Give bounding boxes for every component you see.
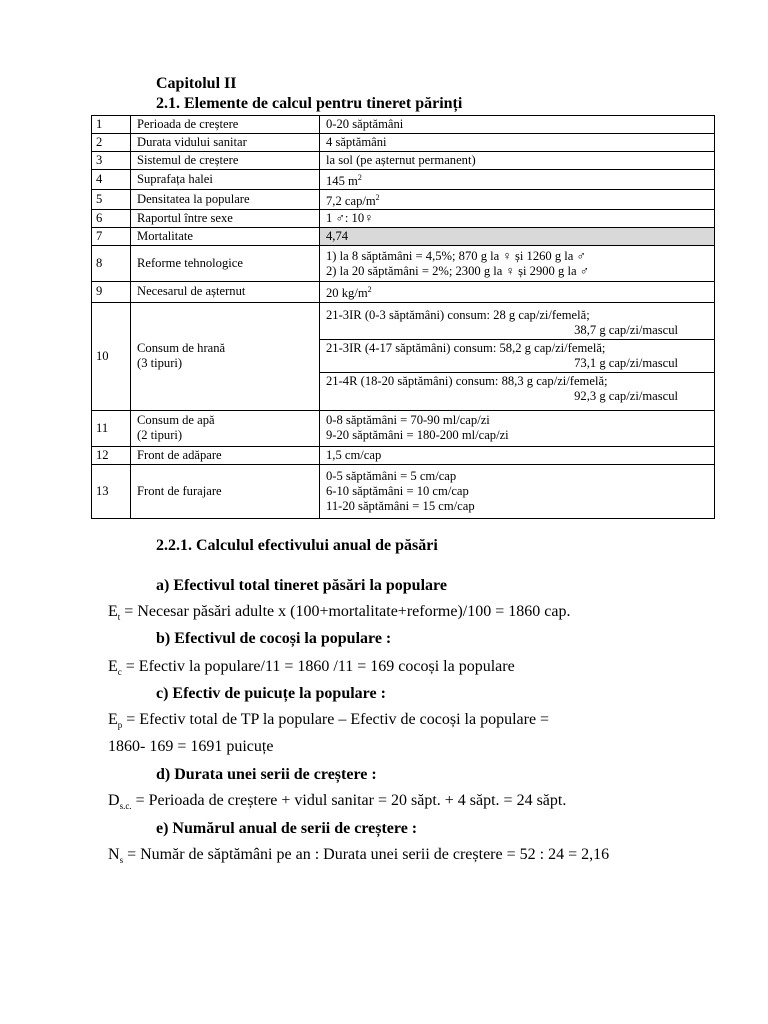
row-label: Front de furajare xyxy=(131,464,320,518)
value-text: 7,2 cap/m xyxy=(326,194,376,209)
row-value xyxy=(320,282,715,302)
row-number: 2 xyxy=(92,134,131,152)
formula-text: = Efectiv la populare/11 = 1860 /11 = 169 cocoși la populare xyxy=(121,658,515,675)
parameters-table xyxy=(91,115,715,519)
row-value xyxy=(320,464,715,518)
value-line: 9-20 săptămâni = 180-200 ml/cap/zi xyxy=(326,428,509,443)
row-label: Mortalitate xyxy=(131,228,320,246)
formula-text: = Perioada de creștere + vidul sanitar = 20 săpt. + 4 săpt. = 24 săpt. xyxy=(131,792,567,809)
value-line: 73,1 g cap/zi/mascul xyxy=(574,356,678,371)
row-number: 4 xyxy=(92,170,131,190)
value-line: 38,7 g cap/zi/mascul xyxy=(574,323,678,338)
value-line: 21-3IR (0-3 săptămâni) consum: 28 g cap/zi/femelă; xyxy=(326,308,590,323)
symbol: E xyxy=(108,603,118,620)
calc-e-formula xyxy=(108,846,609,865)
value-line: 92,3 g cap/zi/mascul xyxy=(574,389,678,404)
table-row xyxy=(92,446,715,464)
table-row xyxy=(92,464,715,518)
row-label: Necesarul de așternut xyxy=(131,282,320,302)
value-line: 0-5 săptămâni = 5 cm/cap xyxy=(326,468,457,483)
row-value: 0-20 săptămâni xyxy=(320,116,715,134)
value-line: 11-20 săptămâni = 15 cm/cap xyxy=(326,498,475,513)
formula-text: = Efectiv total de TP la populare – Efectiv de cocoși la populare = xyxy=(122,711,550,728)
row-value: 4 săptămâni xyxy=(320,134,715,152)
row-value: 1 ♂: 10♀ xyxy=(320,210,715,228)
calc-a-title: a) Efectivul total tineret păsări la populare xyxy=(156,577,447,594)
calc-section-title: 2.2.1. Calculul efectivului anual de păsări xyxy=(156,537,438,554)
table-row xyxy=(92,282,715,302)
table-row xyxy=(92,152,715,170)
row-value xyxy=(320,170,715,190)
row-value xyxy=(320,410,715,446)
table-row xyxy=(92,190,715,210)
row-value xyxy=(320,190,715,210)
symbol: N xyxy=(108,846,120,863)
table-row xyxy=(92,228,715,246)
row-label: Perioada de creștere xyxy=(131,116,320,134)
value-superscript: 2 xyxy=(375,193,380,203)
row-number: 12 xyxy=(92,446,131,464)
symbol-subscript: c xyxy=(117,667,122,678)
label-line: Consum de hrană xyxy=(137,341,226,356)
row-number: 11 xyxy=(92,410,131,446)
symbol-subscript: t xyxy=(117,612,121,623)
section-title: 2.1. Elemente de calcul pentru tineret părinți xyxy=(156,95,463,112)
calc-d-title: d) Durata unei serii de creștere : xyxy=(156,766,377,783)
table-row xyxy=(92,116,715,134)
table-row xyxy=(92,170,715,190)
row-label xyxy=(131,410,320,446)
table-row xyxy=(92,134,715,152)
row-label xyxy=(131,302,320,410)
chapter-heading xyxy=(156,74,462,114)
formula-text: = Necesar păsări adulte x (100+mortalitate+reforme)/100 = 1860 cap. xyxy=(120,603,571,620)
calc-e-title: e) Numărul anual de serii de creștere : xyxy=(156,820,418,837)
row-number: 8 xyxy=(92,246,131,282)
symbol-subscript: s xyxy=(119,855,124,866)
label-line: Consum de apă xyxy=(137,413,215,428)
calc-a-formula xyxy=(108,603,570,622)
value-superscript: 2 xyxy=(367,285,372,295)
value-line: 21-4R (18-20 săptămâni) consum: 88,3 g cap/zi/femelă; xyxy=(326,374,608,389)
row-number: 1 xyxy=(92,116,131,134)
calc-c-result: 1860- 169 = 1691 puicuțe xyxy=(108,738,274,755)
row-label: Reforme tehnologice xyxy=(131,246,320,282)
value-line: 0-8 săptămâni = 70-90 ml/cap/zi xyxy=(326,413,490,428)
row-value: la sol (pe așternut permanent) xyxy=(320,152,715,170)
feed-type-block xyxy=(320,307,714,340)
symbol-subscript: s.c. xyxy=(119,801,132,812)
symbol: E xyxy=(108,711,118,728)
value-line: 6-10 săptămâni = 10 cm/cap xyxy=(326,483,469,498)
row-label: Densitatea la populare xyxy=(131,190,320,210)
label-line: (2 tipuri) xyxy=(137,428,183,443)
feed-type-block xyxy=(320,373,714,405)
label-line: (3 tipuri) xyxy=(137,356,183,371)
row-number: 5 xyxy=(92,190,131,210)
row-value: 4,74 xyxy=(320,228,715,246)
row-value: 1,5 cm/cap xyxy=(320,446,715,464)
row-number: 6 xyxy=(92,210,131,228)
value-line: 2) la 20 săptămâni = 2%; 2300 g la ♀ și 2900 g la ♂ xyxy=(326,263,590,278)
row-value xyxy=(320,246,715,282)
value-text: 20 kg/m xyxy=(326,286,368,301)
row-label: Suprafața halei xyxy=(131,170,320,190)
calc-b-formula xyxy=(108,658,515,677)
row-label: Durata vidului sanitar xyxy=(131,134,320,152)
row-number: 7 xyxy=(92,228,131,246)
table-row xyxy=(92,210,715,228)
feed-type-block xyxy=(320,340,714,373)
table-row xyxy=(92,246,715,282)
symbol: E xyxy=(108,658,118,675)
value-text: 145 m xyxy=(326,174,358,189)
row-label: Front de adăpare xyxy=(131,446,320,464)
value-line: 1) la 8 săptămâni = 4,5%; 870 g la ♀ și 1260 g la ♂ xyxy=(326,248,586,263)
row-label: Sistemul de creștere xyxy=(131,152,320,170)
value-line: 21-3IR (4-17 săptămâni) consum: 58,2 g cap/zi/femelă; xyxy=(326,341,606,356)
symbol: D xyxy=(108,792,120,809)
row-label: Raportul între sexe xyxy=(131,210,320,228)
calc-c-title: c) Efectiv de puicuțe la populare : xyxy=(156,685,386,702)
formula-text: = Număr de săptămâni pe an : Durata unei serii de creștere = 52 : 24 = 2,16 xyxy=(123,846,610,863)
row-value xyxy=(320,302,715,410)
table-row xyxy=(92,410,715,446)
row-number: 10 xyxy=(92,302,131,410)
row-number: 9 xyxy=(92,282,131,302)
symbol-subscript: p xyxy=(117,720,123,731)
calc-c-formula xyxy=(108,711,549,730)
value-superscript: 2 xyxy=(357,173,362,182)
calc-d-formula xyxy=(108,792,566,811)
chapter-title: Capitolul II xyxy=(156,75,237,92)
table-row xyxy=(92,302,715,410)
row-number: 13 xyxy=(92,464,131,518)
calc-b-title: b) Efectivul de cocoși la populare : xyxy=(156,630,392,647)
row-number: 3 xyxy=(92,152,131,170)
